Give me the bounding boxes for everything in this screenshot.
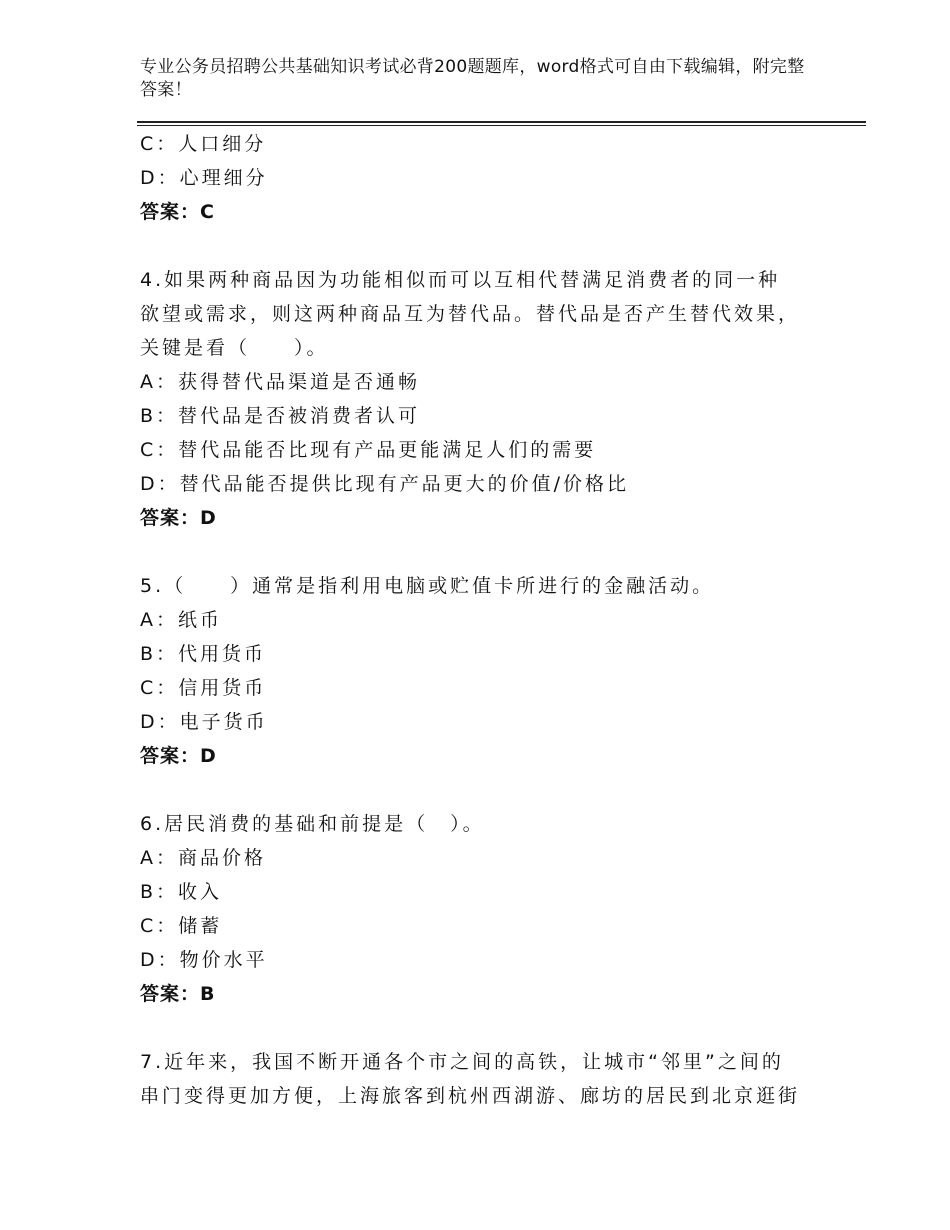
option-c: C：储蓄 [140, 915, 223, 937]
option-c: C：信用货币 [140, 677, 267, 699]
option-d: D：物价水平 [140, 949, 268, 971]
question-text: 6.居民消费的基础和前提是（ ）。 [140, 813, 485, 835]
question-3-continued [140, 127, 800, 229]
answer-line: 答案：C [140, 201, 215, 223]
option-d: D：电子货币 [140, 711, 268, 733]
option-a: A：商品价格 [140, 847, 266, 869]
question-6 [140, 807, 800, 1011]
option-d: D：心理细分 [140, 167, 268, 189]
question-text: 4.如果两种商品因为功能相似而可以互相代替满足消费者的同一种欲望或需求，则这两种商品互为替代品。替代品是否产生替代效果，关键是看（ ）。 [140, 269, 801, 359]
option-c: C：替代品能否比现有产品更能满足人们的需要 [140, 439, 597, 461]
header-divider-thick [137, 121, 866, 123]
answer-line: 答案：B [140, 983, 216, 1005]
answer-line: 答案：D [140, 745, 217, 767]
question-5 [140, 569, 800, 773]
option-b: B：替代品是否被消费者认可 [140, 405, 421, 427]
option-a: A：获得替代品渠道是否通畅 [140, 371, 420, 393]
question-list [140, 127, 800, 1147]
page-header: 专业公务员招聘公共基础知识考试必背200题题库，word格式可自由下载编辑，附完整答案！ [140, 57, 805, 100]
question-text: 7.近年来，我国不断开通各个市之间的高铁，让城市“邻里”之间的串门变得更加方便，上海旅客到杭州西湖游、廊坊的居民到北京逛街 [140, 1051, 801, 1107]
option-d: D：替代品能否提供比现有产品更大的价值/价格比 [140, 473, 630, 495]
header-divider-thin [137, 125, 866, 126]
option-b: B：代用货币 [140, 643, 267, 665]
option-a: A：纸币 [140, 609, 222, 631]
question-text: 5.（ ）通常是指利用电脑或贮值卡所进行的金融活动。 [140, 575, 715, 597]
question-7 [140, 1045, 800, 1113]
option-c: C：人口细分 [140, 133, 267, 155]
option-b: B：收入 [140, 881, 223, 903]
question-4 [140, 263, 800, 535]
answer-line: 答案：D [140, 507, 217, 529]
